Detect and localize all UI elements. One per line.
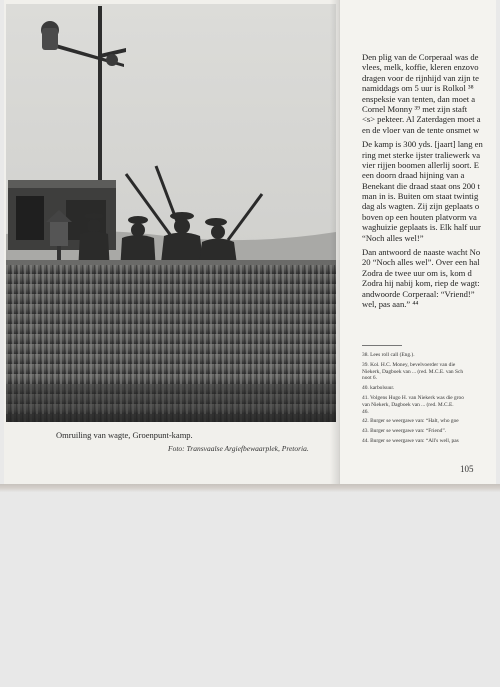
footnote-line: Niekerk, Dagboek van ... (red. M.C.E. van Sch bbox=[362, 368, 464, 375]
right-page bbox=[340, 0, 496, 484]
text-line: 20 “Noch alles wel”. Over een hal bbox=[362, 257, 480, 268]
footnote-line: 38. Lees roll call (Eng.). bbox=[362, 352, 415, 358]
text-line: andwoorde Corperaal: “Vriend!” bbox=[362, 288, 475, 299]
footnote-line: 42. Burger se weergawe van: “Halt, who goe bbox=[362, 418, 459, 425]
footnote-line: 46. bbox=[362, 408, 369, 415]
text-line: ring met sterke ijster traliewerk va bbox=[362, 149, 481, 160]
photo-caption: Omruiling van wagte, Groenpunt-kamp. bbox=[56, 430, 193, 440]
text-line: Cornel Monny ³⁹ met zijn staft bbox=[362, 103, 468, 114]
text-line: Den plig van de Corperaal was de bbox=[362, 52, 479, 62]
footnote-line: van Niekerk, Dagboek van ... (red. M.C.E. bbox=[362, 401, 454, 408]
text-line: boven op een houten platvorm va bbox=[362, 211, 477, 222]
book-spread bbox=[4, 0, 496, 484]
text-line: dag als wagten. Zij zijn geplaats o bbox=[362, 201, 480, 212]
footnote-rule bbox=[362, 345, 402, 346]
text-line: De kamp is 300 yds. [jaart] lang en bbox=[362, 139, 483, 150]
guard-change-photo bbox=[6, 4, 336, 422]
footnote-line: 41. Volgens Hugo H. van Niekerk was die groo bbox=[362, 394, 464, 401]
page-edge-shadow bbox=[0, 484, 500, 492]
text-line: “Noch alles wel!” bbox=[362, 232, 424, 243]
text-line: en de vloer van de tente onsmet w bbox=[362, 124, 480, 135]
text-line: Zodra de twee uur om is, kom d bbox=[362, 267, 472, 278]
text-line: enspeksie van tenten, dan moet a bbox=[362, 93, 476, 104]
text-line: waghuizie geplaats is. Elk half uur bbox=[362, 222, 481, 233]
text-line: <s> pekteer. Al Zaterdagen moet a bbox=[362, 114, 481, 125]
text-line: wel, pas aan.” ⁴⁴ bbox=[362, 298, 419, 309]
text-line: vlees, melk, koffie, kleren enzovo bbox=[362, 62, 479, 73]
footnote-line: 43. Burger se weergawe van: “Friend”. bbox=[362, 428, 447, 435]
footnote-line: 39. Kol. H.C. Money, bevelvoerder van die bbox=[362, 361, 456, 368]
text-line: namiddags om 5 uur is Rolkol ³⁸ bbox=[362, 83, 474, 94]
text-line: Benekant die draad staat ons 200 t bbox=[362, 180, 480, 191]
text-line: Dan antwoord de naaste wacht No bbox=[362, 247, 481, 258]
left-page bbox=[4, 0, 340, 484]
text-line: Zodra hij nabij kom, riep de wagt: bbox=[362, 278, 480, 289]
footnote-line: 44. Burger se weergawe van: “All's well, pas bbox=[362, 437, 459, 444]
page-number: 105 bbox=[460, 464, 474, 474]
text-line: een doorn draad hijning van a bbox=[362, 170, 465, 181]
scanner-background bbox=[0, 492, 500, 687]
text-line: man in is. Buiten om staat twintig bbox=[362, 191, 479, 202]
footnotes bbox=[362, 352, 496, 445]
body-text bbox=[362, 52, 496, 309]
text-line: vier rijjen boomen allerlij soort. E bbox=[362, 159, 479, 170]
footnote-line: noot 6. bbox=[362, 375, 377, 382]
text-line: dragen voor de rijnhijd van zijn te bbox=[362, 72, 479, 83]
footnote-line: 40. karbolsuur. bbox=[362, 385, 395, 392]
photo-credit: Foto: Transvaalse Argiefbewaarplek, Pretoria. bbox=[168, 444, 309, 453]
